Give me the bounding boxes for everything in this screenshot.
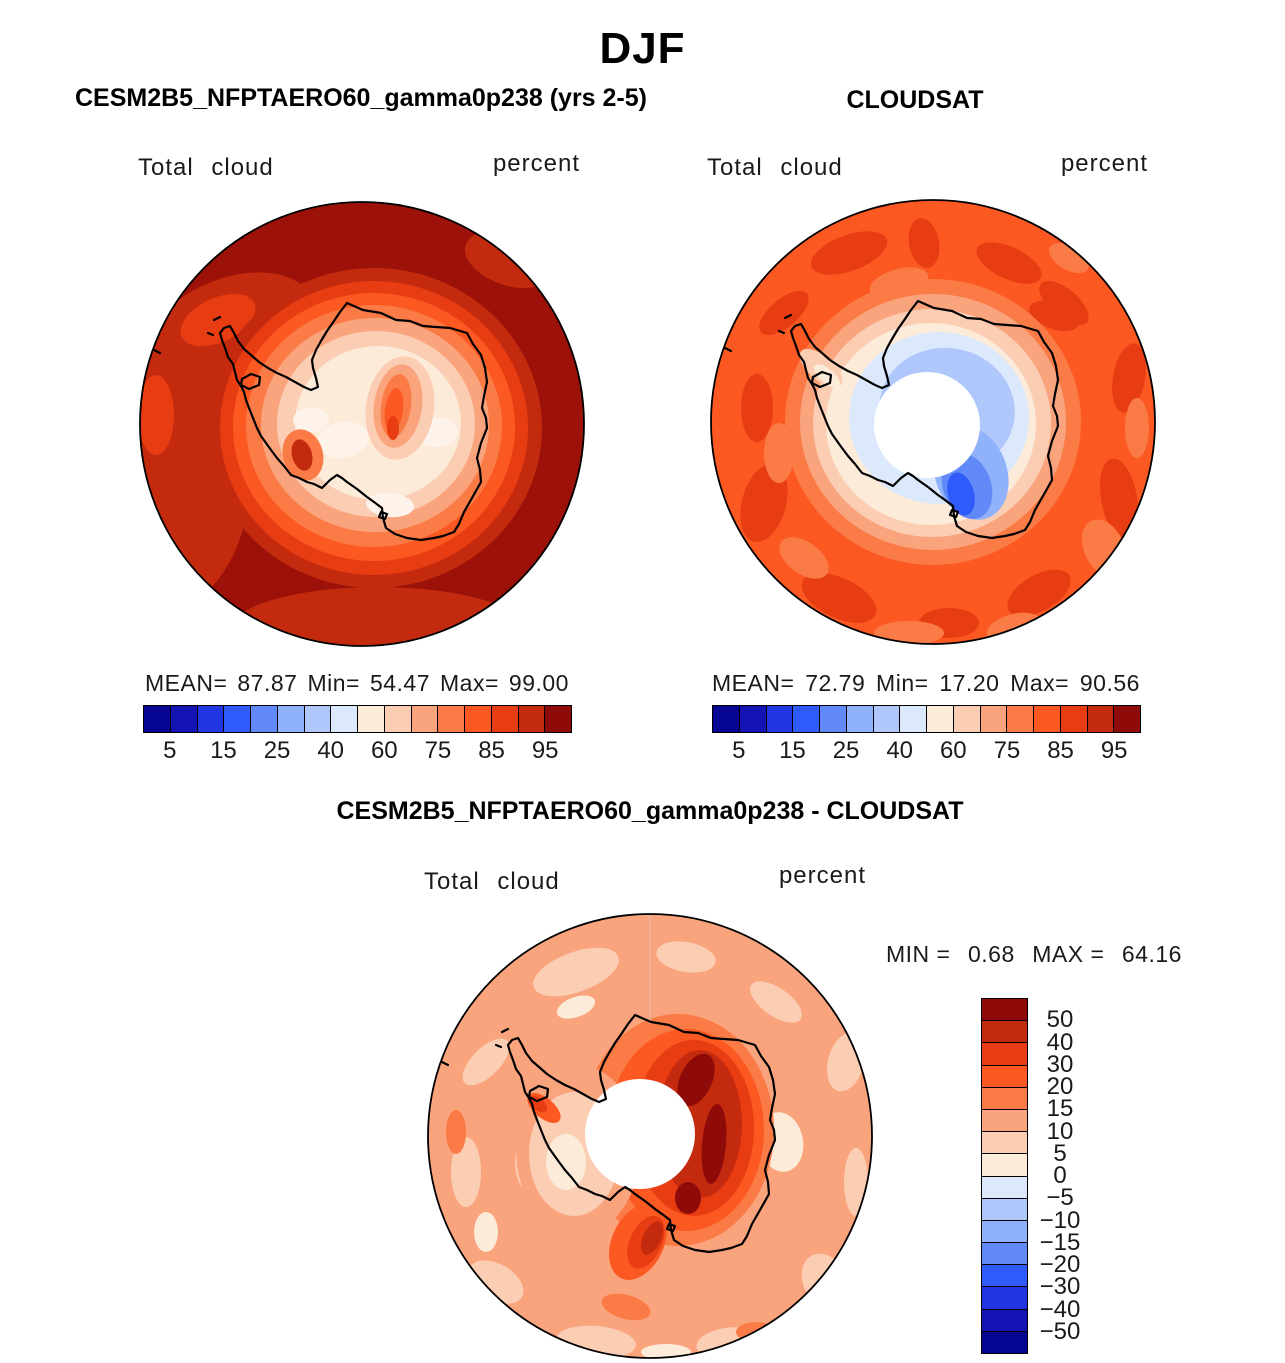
- colorbar-tick-label: 5: [732, 737, 746, 764]
- obs-stats: [712, 670, 1140, 697]
- colorbar-tick-label: 60: [939, 737, 967, 764]
- mean-value: 87.87: [237, 670, 298, 696]
- colorbar-cell: [1088, 706, 1115, 732]
- colorbar-cell: [982, 999, 1027, 1021]
- colorbar-cell: [1061, 706, 1088, 732]
- colorbar-cell: [793, 706, 820, 732]
- polar-data-void: [585, 1079, 695, 1189]
- colorbar-cell: [492, 706, 519, 732]
- min-label: Min=: [307, 670, 360, 696]
- diff-field-label: Total cloud: [424, 868, 560, 895]
- colorbar-tick-label: −15: [1039, 1228, 1081, 1256]
- colorbar-cell: [385, 706, 412, 732]
- colorbar-tick-label: −10: [1039, 1206, 1081, 1234]
- colorbar-cell: [740, 706, 767, 732]
- colorbar-cell: [982, 1177, 1027, 1199]
- model-field-label: Total cloud: [138, 154, 274, 181]
- diff-stats: [886, 941, 1182, 968]
- colorbar-cell: [198, 706, 225, 732]
- colorbar-tick-label: 0: [1053, 1162, 1067, 1189]
- colorbar-cell: [519, 706, 546, 732]
- colorbar-tick-label: 10: [1046, 1117, 1074, 1145]
- colorbar-tick-label: 75: [424, 737, 452, 764]
- colorbar-cell: [767, 706, 794, 732]
- colorbar-cell: [927, 706, 954, 732]
- colorbar-cell: [1114, 706, 1140, 732]
- colorbar-tick-label: −30: [1039, 1273, 1081, 1301]
- colorbar-tick-label: 75: [993, 737, 1021, 764]
- colorbar-tick-label: 95: [1100, 737, 1128, 764]
- colorbar-cell: [982, 1021, 1027, 1043]
- colorbar-cell: [900, 706, 927, 732]
- colorbar-ticks: [712, 733, 1141, 763]
- colorbar-tick-label: 25: [832, 737, 860, 764]
- max-label: Max=: [440, 670, 499, 696]
- model-stats: [145, 670, 569, 697]
- colorbar-tick-label: 5: [163, 737, 177, 764]
- max-value: 99.00: [508, 670, 569, 696]
- model-colorbar: [143, 705, 572, 763]
- colorbar-cell: [251, 706, 278, 732]
- obs-panel-title: CLOUDSAT: [846, 86, 984, 114]
- colorbar-cell: [438, 706, 465, 732]
- colorbar-cell: [982, 1088, 1027, 1110]
- colorbar-ticks: [143, 733, 572, 763]
- diff-colorbar: [981, 998, 1028, 1354]
- colorbar-cell: [982, 1265, 1027, 1287]
- colorbar-tick-label: 30: [1046, 1050, 1074, 1078]
- colorbar-cell: [874, 706, 901, 732]
- colorbar-cell: [820, 706, 847, 732]
- colorbar-tick-label: 40: [1046, 1028, 1074, 1056]
- colorbar-tick-label: 60: [370, 737, 398, 764]
- obs-colorbar: [712, 705, 1141, 763]
- colorbar-cell: [982, 1066, 1027, 1088]
- colorbar-cell: [224, 706, 251, 732]
- colorbar-cell: [144, 706, 171, 732]
- obs-field-label: Total cloud: [707, 154, 843, 181]
- min-value: 54.47: [369, 670, 431, 696]
- colorbar-cell: [465, 706, 492, 732]
- colorbar-tick-label: 15: [1046, 1095, 1074, 1123]
- diff-panel-title: CESM2B5_NFPTAERO60_gamma0p238 - CLOUDSAT: [336, 797, 964, 825]
- colorbar-tick-label: −20: [1039, 1251, 1081, 1278]
- colorbar-tick-label: 40: [886, 737, 914, 764]
- colorbar-tick-label: 50: [1046, 1006, 1074, 1034]
- colorbar-cells: [143, 705, 572, 733]
- colorbar-tick-label: 95: [531, 737, 559, 764]
- colorbar-cell: [954, 706, 981, 732]
- max-value: 64.16: [1121, 941, 1182, 967]
- colorbar-cell: [278, 706, 305, 732]
- colorbar-cell: [331, 706, 358, 732]
- max-label: MAX =: [1032, 941, 1105, 967]
- polar-data-void: [874, 372, 980, 478]
- mean-label: MEAN=: [712, 670, 795, 696]
- colorbar-tick-label: −50: [1039, 1317, 1081, 1345]
- obs-units-label: percent: [1060, 150, 1148, 177]
- colorbar-cells: [712, 705, 1141, 733]
- colorbar-cell: [982, 1199, 1027, 1221]
- min-value: 0.68: [967, 941, 1015, 967]
- colorbar-cell: [982, 1310, 1027, 1332]
- colorbar-tick-label: 5: [1053, 1139, 1067, 1167]
- colorbar-cell: [305, 706, 332, 732]
- min-label: MIN =: [886, 941, 951, 967]
- colorbar-cell: [847, 706, 874, 732]
- colorbar-tick-label: −40: [1039, 1295, 1081, 1323]
- colorbar-cell: [713, 706, 740, 732]
- colorbar-tick-label: 20: [1046, 1073, 1074, 1100]
- colorbar-cell: [982, 1110, 1027, 1132]
- model-map: [138, 200, 586, 648]
- diff-units-label: percent: [778, 862, 866, 889]
- diff-map: [426, 912, 874, 1360]
- max-value: 90.56: [1079, 670, 1140, 696]
- min-label: Min=: [876, 670, 929, 696]
- colorbar-tick-label: 25: [263, 737, 291, 764]
- colorbar-cell: [1007, 706, 1034, 732]
- mean-value: 72.79: [805, 670, 866, 696]
- colorbar-tick-label: 40: [317, 737, 345, 764]
- colorbar-cell: [982, 1221, 1027, 1243]
- colorbar-cell: [412, 706, 439, 732]
- colorbar-cell: [545, 706, 571, 732]
- mean-label: MEAN=: [145, 670, 228, 696]
- colorbar-cell: [982, 1132, 1027, 1154]
- colorbar-tick-label: −5: [1046, 1184, 1074, 1212]
- colorbar-tick-label: 85: [1047, 737, 1074, 764]
- colorbar-cell: [982, 1287, 1027, 1309]
- obs-map: [709, 198, 1157, 646]
- colorbar-tick-label: 85: [478, 737, 505, 764]
- colorbar-tick-label: 15: [779, 737, 806, 764]
- colorbar-cell: [982, 1154, 1027, 1176]
- colorbar-tick-label: 15: [210, 737, 237, 764]
- figure-title: DJF: [599, 24, 686, 73]
- max-label: Max=: [1010, 670, 1070, 696]
- model-units-label: percent: [492, 150, 580, 177]
- colorbar-cell: [982, 1243, 1027, 1265]
- model-panel-title: CESM2B5_NFPTAERO60_gamma0p238 (yrs 2-5): [75, 84, 647, 112]
- diff-colorbar-ticks: [1030, 998, 1090, 1354]
- min-value: 17.20: [939, 670, 1000, 696]
- colorbar-cell: [171, 706, 198, 732]
- colorbar-cell: [1034, 706, 1061, 732]
- colorbar-cell: [358, 706, 385, 732]
- colorbar-cell: [982, 1332, 1027, 1353]
- colorbar-cell: [982, 1043, 1027, 1065]
- colorbar-cell: [981, 706, 1008, 732]
